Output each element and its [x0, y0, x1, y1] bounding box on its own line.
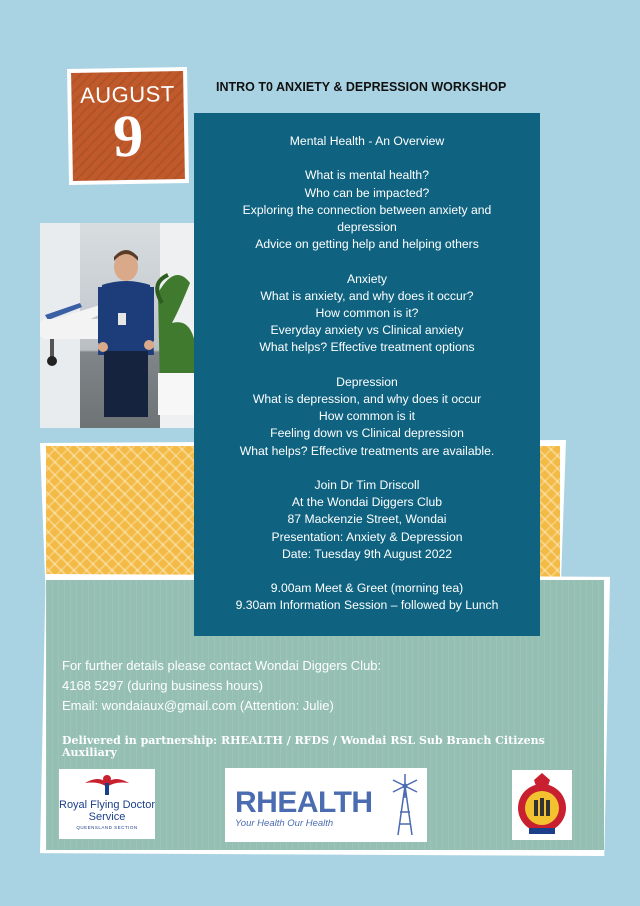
date-badge-inner: [71, 71, 185, 181]
mental-health-item: depression: [337, 220, 397, 234]
presenter-photo: [40, 223, 195, 428]
rsl-logo: [512, 770, 572, 840]
partnership-statement: Delivered in partnership: RHEALTH / RFDS / Wondai RSL Sub Branch Citizens Auxiliary: [62, 734, 545, 759]
anxiety-heading: Anxiety: [347, 271, 387, 286]
anxiety-item: What helps? Effective treatment options: [259, 340, 475, 355]
rfds-subtitle: QUEENSLAND SECTION: [76, 825, 138, 830]
event-detail: Date: Tuesday 9th August 2022: [281, 546, 453, 561]
event-detail: 87 Mackenzie Street, Wondai: [287, 512, 447, 527]
depression-item: Feeling down vs Clinical depression: [270, 426, 464, 441]
schedule-item: 9.30am Information Session – followed by Lunch: [235, 598, 499, 613]
overview-heading: Mental Health - An Overview: [289, 134, 445, 148]
contact-phone[interactable]: 4168 5297 (during business hours): [62, 678, 263, 693]
depression-item: What helps? Effective treatments are available.: [239, 443, 495, 458]
rhealth-tagline: Your Health Our Health: [235, 818, 334, 829]
mental-health-item: Exploring the connection between anxiety and: [242, 202, 492, 217]
mental-health-item: Who can be impacted?: [304, 185, 430, 200]
contact-details: [62, 656, 381, 716]
anxiety-item: How common is it?: [315, 306, 419, 320]
windmill-icon: [385, 772, 425, 838]
event-detail: Join Dr Tim Driscoll: [314, 478, 420, 492]
date-day: 9: [112, 102, 144, 170]
rfds-name: Royal Flying Doctor Service: [59, 799, 155, 823]
event-detail: Presentation: Anxiety & Depression: [271, 529, 463, 544]
date-badge: [67, 67, 189, 185]
mental-health-item: What is mental health?: [305, 168, 429, 183]
rfds-emblem-icon: [59, 769, 155, 799]
rhealth-logo: [225, 768, 427, 842]
depression-heading: Depression: [336, 374, 398, 389]
anxiety-item: What is anxiety, and why does it occur?: [260, 288, 474, 303]
contact-email[interactable]: Email: wondaiaux@gmail.com (Attention: Julie): [62, 698, 334, 713]
rfds-logo: [59, 769, 155, 839]
date-month: AUGUST: [79, 81, 176, 108]
event-detail: At the Wondai Diggers Club: [291, 495, 443, 510]
schedule-item: 9.00am Meet & Greet (morning tea): [270, 581, 464, 596]
rsl-emblem-icon: [512, 770, 572, 840]
contact-intro: For further details please contact Wondai Diggers Club:: [62, 658, 382, 673]
mental-health-item: Advice on getting help and helping others: [255, 237, 479, 252]
depression-item: How common is it: [318, 409, 416, 424]
presenter-photo-illustration: [40, 223, 195, 428]
anxiety-item: Everyday anxiety vs Clinical anxiety: [270, 323, 464, 338]
workshop-content-box: [194, 113, 540, 636]
workshop-title: INTRO T0 ANXIETY & DEPRESSION WORKSHOP: [216, 80, 507, 94]
rhealth-name: RHEALTH: [235, 786, 373, 819]
depression-item: What is depression, and why does it occur: [252, 392, 482, 406]
